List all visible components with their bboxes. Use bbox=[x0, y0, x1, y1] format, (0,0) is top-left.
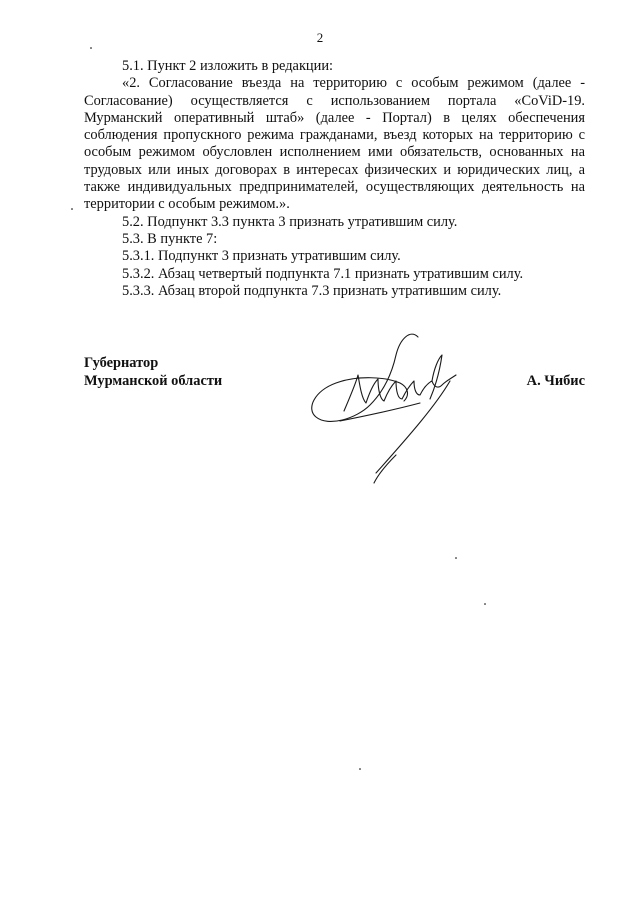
scan-speck bbox=[90, 47, 92, 49]
signer-title bbox=[84, 354, 222, 390]
signer-title-line-1: Губернатор bbox=[84, 355, 159, 371]
scan-speck bbox=[71, 208, 73, 210]
scan-speck bbox=[359, 768, 361, 770]
clause-5-3-3: 5.3.3. Абзац второй подпункта 7.3 признать утратившим силу. bbox=[122, 282, 502, 299]
scan-speck bbox=[455, 557, 457, 559]
clause-quoted-text: «2. Согласование въезда на территорию с особым режимом (далее - Согласование) осуществляется с использованием портала «CoViD-19. Мурманский оперативный штаб» (далее - Портал) в целях обеспечения соблюдения пропускного режима гражданами, въезд которых на территорию с особым режимом обусловлен исполнением ими обязательств, основанных на трудовых или иных договорах в интересах физических и юридических лиц, а также индивидуальных предпринимателей, осуществляющих деятельность на территории с особым режимом.». bbox=[84, 75, 585, 213]
clause-5-2: 5.2. Подпункт 3.3 пункта 3 признать утратившим силу. bbox=[122, 213, 458, 230]
signer-title-line-2: Мурманской области bbox=[84, 373, 223, 389]
clause-5-3-2: 5.3.2. Абзац четвертый подпункта 7.1 признать утратившим силу. bbox=[122, 265, 524, 282]
clause-5-3: 5.3. В пункте 7: bbox=[122, 230, 218, 247]
page-number: 2 bbox=[316, 30, 324, 45]
clause-5-1: 5.1. Пункт 2 изложить в редакции: bbox=[122, 58, 334, 74]
scan-speck bbox=[484, 603, 486, 605]
handwritten-signature bbox=[300, 325, 505, 495]
clause-5-3-1: 5.3.1. Подпункт 3 признать утратившим силу. bbox=[122, 248, 401, 265]
signer-name: А. Чибис bbox=[526, 373, 585, 389]
document-body bbox=[84, 58, 585, 300]
